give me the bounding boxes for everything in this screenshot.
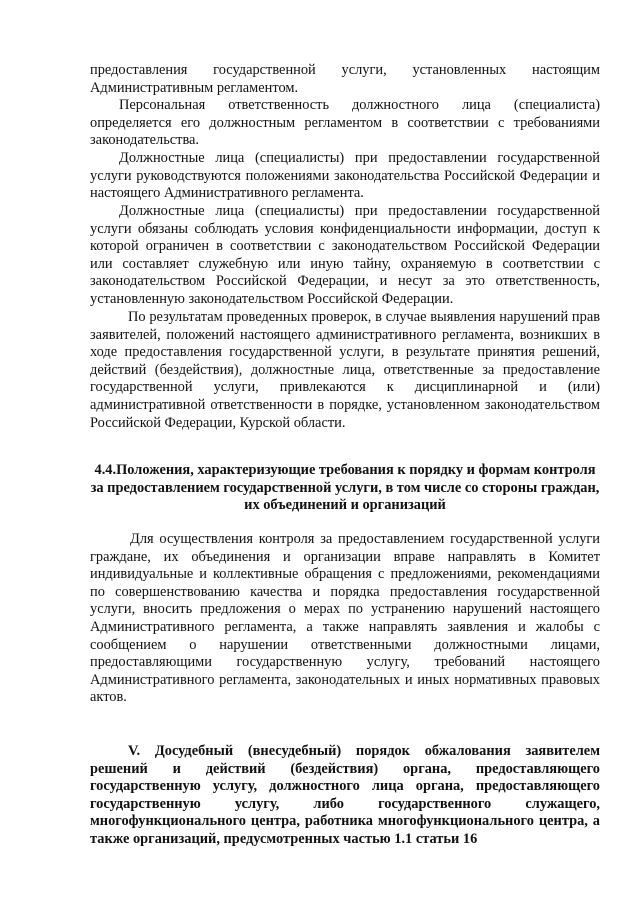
section-4-4-heading: 4.4.Положения, характеризующие требования к порядку и формам контроля за предоставлением государственной услуги, в том числе со стороны граждан, их объединений и организаций [90,462,600,514]
paragraph-personal-responsibility: Персональная ответственность должностного лица (специалиста) определяется его должностным регламентом в соответствии с требованиями законодательства. [90,97,600,149]
paragraph-continuation: предоставления государственной услуги, установленных настоящим Административным регламентом. [90,62,600,96]
paragraph-confidentiality: Должностные лица (специалисты) при предоставлении государственной услуги обязаны соблюдать условия конфиденциальности информации, доступ к которой ограничен в соответствии с законодательством Российской Федерации или составляет служебную или иную тайну, охраняемую в соответствии с законодательством Российской Федерации, и несут за это ответственность, установленную законодательством Российской Федерации. [90,203,600,307]
section-5-heading: V. Досудебный (внесудебный) порядок обжалования заявителем решений и действий (бездействия) органа, предоставляющего государственную услугу, должностного лица органа, предоставляющего государственную услугу, либо государственного служащего, многофункционального центра, работника многофункционального центра, а также организаций, предусмотренных частью 1.1 статьи 16 [90,743,600,847]
paragraph-legislation-guidance: Должностные лица (специалисты) при предоставлении государственной услуги руководствуются положениями законодательства Российской Федерации и настоящего Административного регламента. [90,150,600,202]
paragraph-citizen-control: Для осуществления контроля за предоставлением государственной услуги граждане, их объединения и организации вправе направлять в Комитет индивидуальные и коллективные обращения с предложениями, рекомендациями по совершенствованию качества и порядка предоставления государственной услуги, вносить предложения о мерах по устранению нарушений настоящего Административного регламента, а также направлять заявления и жалобы с сообщением о нарушении ответственными должностными лицами, предоставляющими государственную услугу, требований настоящего Административного регламента, законодательных и иных нормативных правовых актов. [90,531,600,706]
paragraph-inspection-results: По результатам проведенных проверок, в случае выявления нарушений прав заявителей, положений настоящего административного регламента, возникших в ходе предоставления государственной услуги, в результате принятия решений, действий (бездействия), должностные лица, ответственные за предоставление государственной услуги, привлекаются к дисциплинарной и (или) административной ответственности в порядке, установленном законодательством Российской Федерации, Курской области. [90,309,600,431]
